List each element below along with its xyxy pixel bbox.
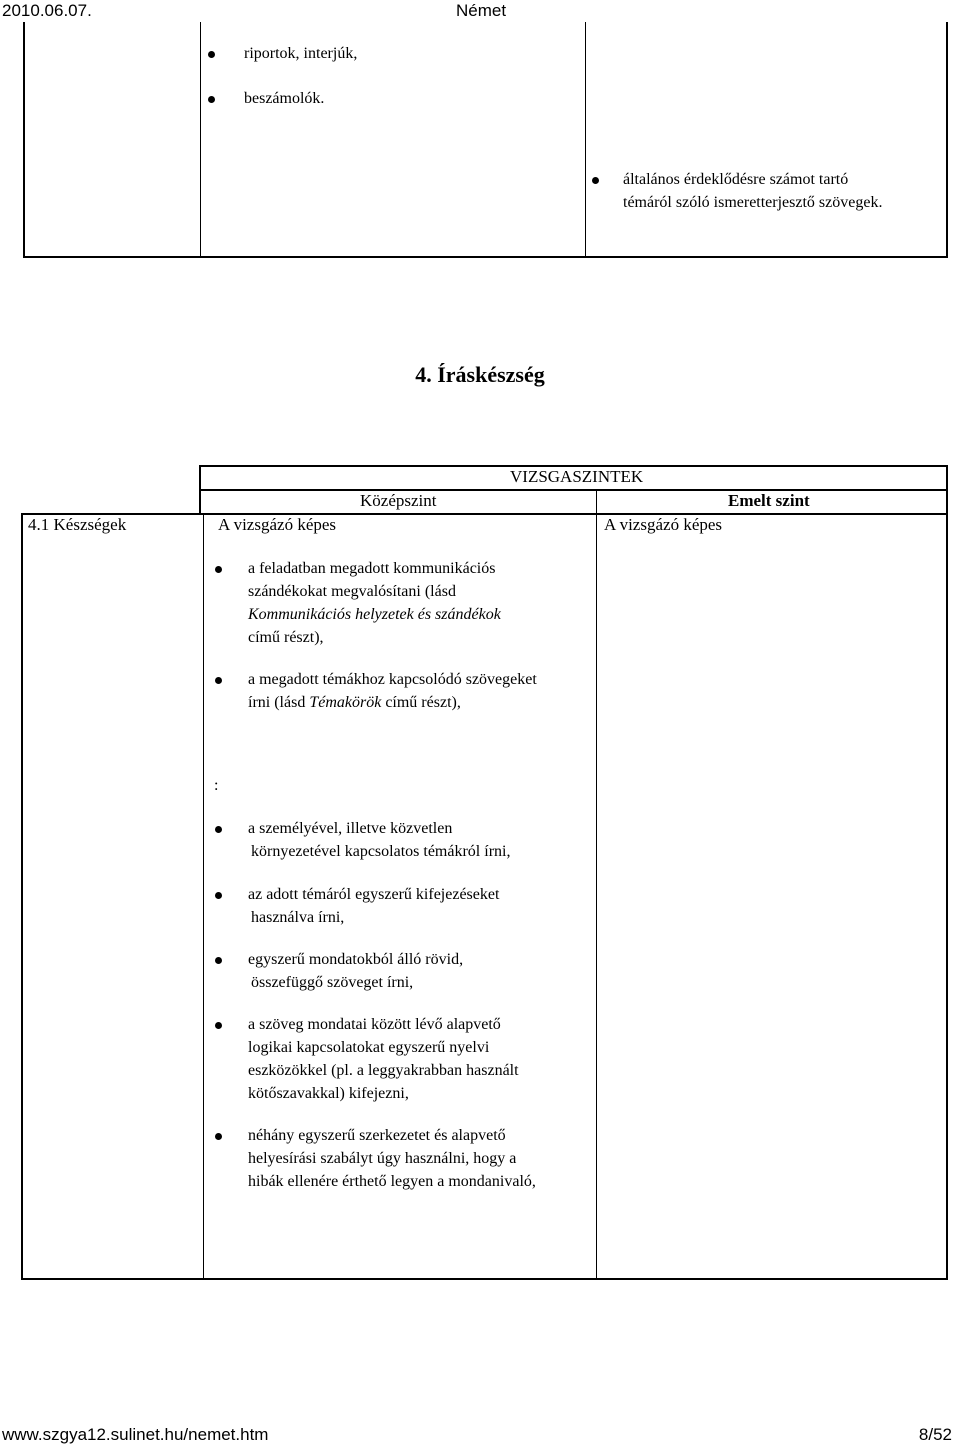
mid-item-6-line-4: kötőszavakkal) kifejezni,: [248, 1085, 409, 1102]
mid-item-2-line-2: [248, 692, 461, 715]
level-high-header: Emelt szint: [728, 491, 810, 510]
table-header-divider: [199, 489, 948, 491]
bullet-icon: [215, 826, 222, 833]
table-col-divider-1: [203, 513, 204, 1280]
col-mid-intro: A vizsgázó képes: [218, 515, 337, 534]
bullet-icon: [208, 51, 215, 58]
top-table-left-border: [23, 22, 25, 258]
top-right-line-2: témáról szóló ismeretterjesztő szövegek.: [623, 194, 883, 211]
mid-item-6-line-3: eszközökkel (pl. a leggyakrabban használt: [248, 1062, 519, 1079]
header-date: 2010.06.07.: [2, 1, 92, 20]
mid-item-6-line-2: logikai kapcsolatokat egyszerű nyelvi: [248, 1039, 490, 1056]
bullet-icon: [215, 566, 222, 573]
bullet-icon: [215, 957, 222, 964]
footer-page-number: 8/52: [918, 1425, 952, 1444]
top-table-bottom-border: [23, 256, 948, 258]
row-label: 4.1 Készségek: [28, 515, 127, 534]
bullet-icon: [208, 96, 215, 103]
table-group-header: VIZSGASZINTEK: [510, 467, 644, 486]
mid-item-7-line-2: helyesírási szabályt úgy használni, hogy a: [248, 1150, 517, 1167]
mid-item-3-line-2: környezetével kapcsolatos témákról írni,: [251, 843, 511, 860]
colon-marker: :: [214, 777, 219, 794]
footer-url[interactable]: www.szgya12.sulinet.hu/nemet.htm: [2, 1425, 269, 1444]
table-right-border: [946, 465, 948, 1280]
mid-item-6-line-1: a szöveg mondatai között lévő alapvető: [248, 1016, 501, 1033]
mid-item-4-line-1: az adott témáról egyszerű kifejezéseket: [248, 886, 500, 903]
bullet-icon: [215, 1133, 222, 1140]
level-mid-header: Középszint: [360, 491, 437, 510]
mid-item-1-line-3: [248, 604, 501, 627]
bullet-icon: [215, 892, 222, 899]
top-right-line-1: általános érdeklődésre számot tartó: [623, 171, 849, 188]
table-col-divider-2: [596, 489, 597, 1280]
mid-item-4-line-2: használva írni,: [251, 909, 345, 926]
col-high-intro: A vizsgázó képes: [604, 515, 723, 534]
mid-item-1-line-4: című részt),: [248, 629, 324, 646]
top-item-2: beszámolók.: [244, 90, 325, 107]
mid-item-1-line-2: szándékokat megvalósítani (lásd: [248, 583, 456, 600]
top-item-1: riportok, interjúk,: [244, 45, 358, 62]
mid-item-3-line-1: a személyével, illetve közvetlen: [248, 820, 453, 837]
mid-item-5-line-2: összefüggő szöveget írni,: [251, 974, 414, 991]
table-left-border: [21, 513, 23, 1280]
bullet-icon: [215, 677, 222, 684]
top-table-right-border: [946, 22, 948, 258]
bullet-icon: [215, 1022, 222, 1029]
mid-item-1-line-1: a feladatban megadott kommunikációs: [248, 560, 496, 577]
mid-item-2-text-b: című részt),: [381, 694, 461, 711]
section-title: 4. Íráskészség: [415, 362, 545, 387]
top-table-divider-2: [585, 22, 586, 258]
mid-item-1-italic: Kommunikációs helyzetek és szándékok: [248, 606, 501, 623]
mid-item-2-italic: Témakörök: [309, 694, 382, 711]
mid-item-7-line-1: néhány egyszerű szerkezetet és alapvető: [248, 1127, 506, 1144]
mid-item-2-line-1: a megadott témákhoz kapcsolódó szövegeket: [248, 671, 537, 688]
top-table-divider-1: [200, 22, 201, 258]
mid-item-2-text-a: írni (lásd: [248, 694, 310, 711]
table-row-top-border: [21, 513, 948, 515]
mid-item-5-line-1: egyszerű mondatokból álló rövid,: [248, 951, 464, 968]
header-title: Német: [456, 1, 507, 20]
table-bottom-border: [21, 1278, 948, 1280]
mid-item-7-line-3: hibák ellenére érthető legyen a mondanivaló,: [248, 1173, 536, 1190]
bullet-icon: [592, 177, 599, 184]
